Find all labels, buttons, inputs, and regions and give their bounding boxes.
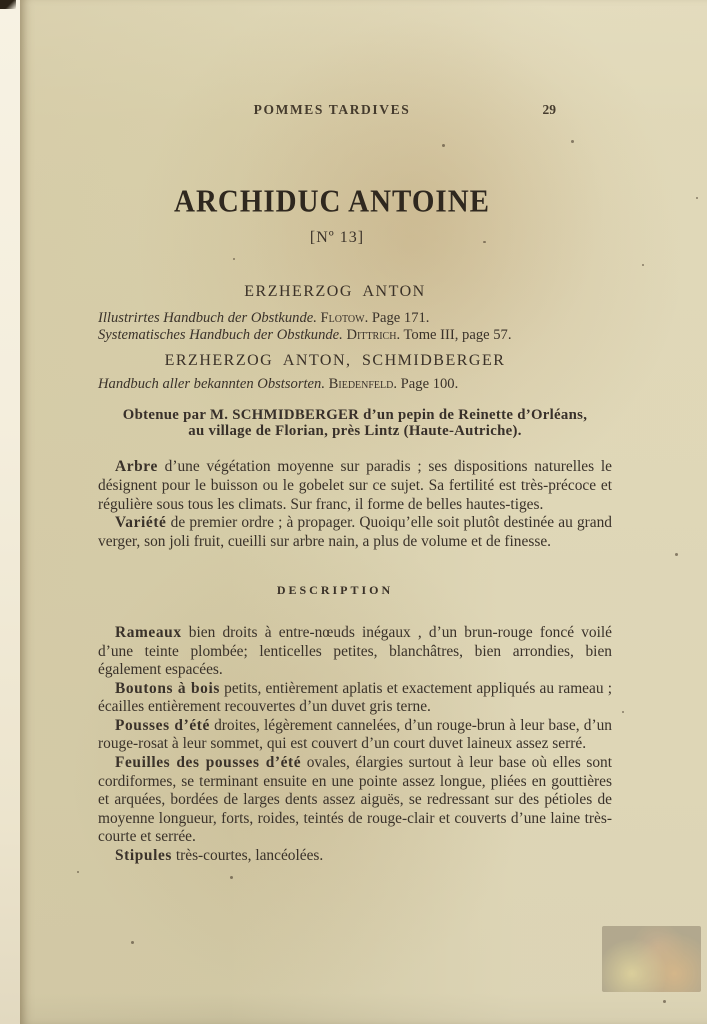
paragraph-lead: Rameaux — [115, 623, 182, 641]
origin-note-line: Obtenue par M. SCHMIDBERGER d’un pepin de Reinette d’Orléans, — [122, 406, 588, 423]
reference-locator: Page 171. — [371, 309, 430, 326]
origin-note — [98, 408, 612, 440]
page-content — [98, 0, 612, 866]
paragraph-variete — [98, 514, 612, 551]
reference-list-2 — [98, 376, 612, 393]
speckle — [642, 264, 644, 266]
paragraph-lead: Variété — [115, 514, 167, 532]
paragraph-text: ovales, élargies surtout à leur base où elles sont cordiformes, se terminant ensuite en une pointe assez longue, pliées en gouttières et arquées, bordées de larges dents assez aiguës, se redressant sur des pétioles de moyenne longueur, forts, roides, teintés de rouge-clair et couverts d’une laine très-courte et serrée. — [98, 754, 612, 846]
speckle — [233, 258, 235, 260]
paragraph-rameaux — [98, 624, 612, 680]
speckle — [675, 553, 678, 556]
reference-author: Flotow. — [320, 309, 369, 326]
speckle — [622, 711, 624, 713]
reference-work: Illustrirtes Handbuch der Obstkunde. — [98, 309, 317, 326]
speckle — [442, 144, 445, 147]
paragraph-text: droites, légèrement cannelées, d’un rouge-brun à leur base, d’un rouge-rosat à leur sommet, qui est couvert d’un court duvet laineux assez serré. — [98, 716, 612, 753]
speckle — [571, 140, 574, 143]
faint-photo-artifact — [602, 926, 701, 992]
origin-note-line: au village de Florian, près Lintz (Haute-Autriche). — [188, 422, 522, 439]
reference-work: Systematisches Handbuch der Obstkunde. — [98, 326, 343, 343]
speckle — [696, 197, 698, 199]
paragraph-text: d’une végétation moyenne sur paradis ; ses dispositions naturelles le désignent pour le buisson ou le gobelet sur ce sujet. Sa fertilité est très-précoce et régulière sous tous les climats. Sur franc, il forme de belles hautes-tiges. — [98, 458, 612, 513]
paragraph-lead: Feuilles des pousses d’été — [115, 754, 302, 772]
synonym-heading-2: ERZHERZOG ANTON, SCHMIDBERGER — [164, 352, 506, 370]
reference-work: Handbuch aller bekannten Obstsorten. — [98, 375, 325, 392]
paragraph-stipules — [98, 847, 612, 866]
paragraph-feuilles — [98, 754, 612, 847]
paragraph-lead: Stipules — [115, 847, 172, 865]
speckle — [663, 1000, 666, 1003]
speckle — [77, 871, 79, 873]
running-head — [98, 101, 612, 119]
paragraph-boutons — [98, 680, 612, 717]
description-paragraphs — [98, 624, 612, 866]
reference-line — [98, 327, 612, 344]
reference-author: Biedenfeld. — [328, 375, 398, 392]
description-heading: DESCRIPTION — [276, 583, 394, 598]
paragraph-lead: Arbre — [115, 458, 158, 476]
running-title: POMMES TARDIVES — [253, 102, 411, 117]
paragraph-arbre — [98, 458, 612, 514]
reference-list-1 — [98, 310, 612, 344]
book-page — [20, 0, 707, 1024]
reference-line — [98, 376, 612, 393]
paragraph-text: très-courtes, lancéolées. — [171, 847, 324, 865]
paragraph-pousses — [98, 717, 612, 754]
scan-corner-shadow — [0, 0, 16, 9]
page-number: 29 — [542, 102, 556, 117]
paragraph-lead: Boutons à bois — [115, 679, 220, 697]
paragraph-text: bien droits à entre-nœuds inégaux , d’un brun-rouge foncé voilé d’une teinte plombée; lenticelles petites, blanchâtres, bien arrondies, bien également espacées. — [98, 623, 612, 679]
variety-number-label: [Nº 13] — [309, 228, 365, 246]
paragraph-text: petits, entièrement aplatis et exactement appliqués au rameau ; écailles entièrement recouvertes d’un duvet gris terne. — [98, 679, 613, 716]
speckle — [483, 241, 486, 243]
article-title: ARCHIDUC ANTOINE — [174, 184, 490, 220]
reference-line — [98, 310, 612, 327]
speckle — [131, 941, 134, 944]
paragraph-text: de premier ordre ; à propager. Quoiqu’elle soit plutôt destinée au grand verger, son joli fruit, cueilli sur arbre nain, a plus de volume et de finesse. — [98, 514, 612, 550]
paragraph-lead: Pousses d’été — [115, 716, 210, 734]
reference-locator: Tome III, page 57. — [403, 326, 512, 343]
intro-paragraphs — [98, 458, 612, 551]
reference-author: Dittrich. — [346, 326, 401, 343]
reference-locator: Page 100. — [400, 375, 459, 392]
speckle — [230, 876, 233, 879]
synonym-heading-1: ERZHERZOG ANTON — [244, 283, 426, 301]
